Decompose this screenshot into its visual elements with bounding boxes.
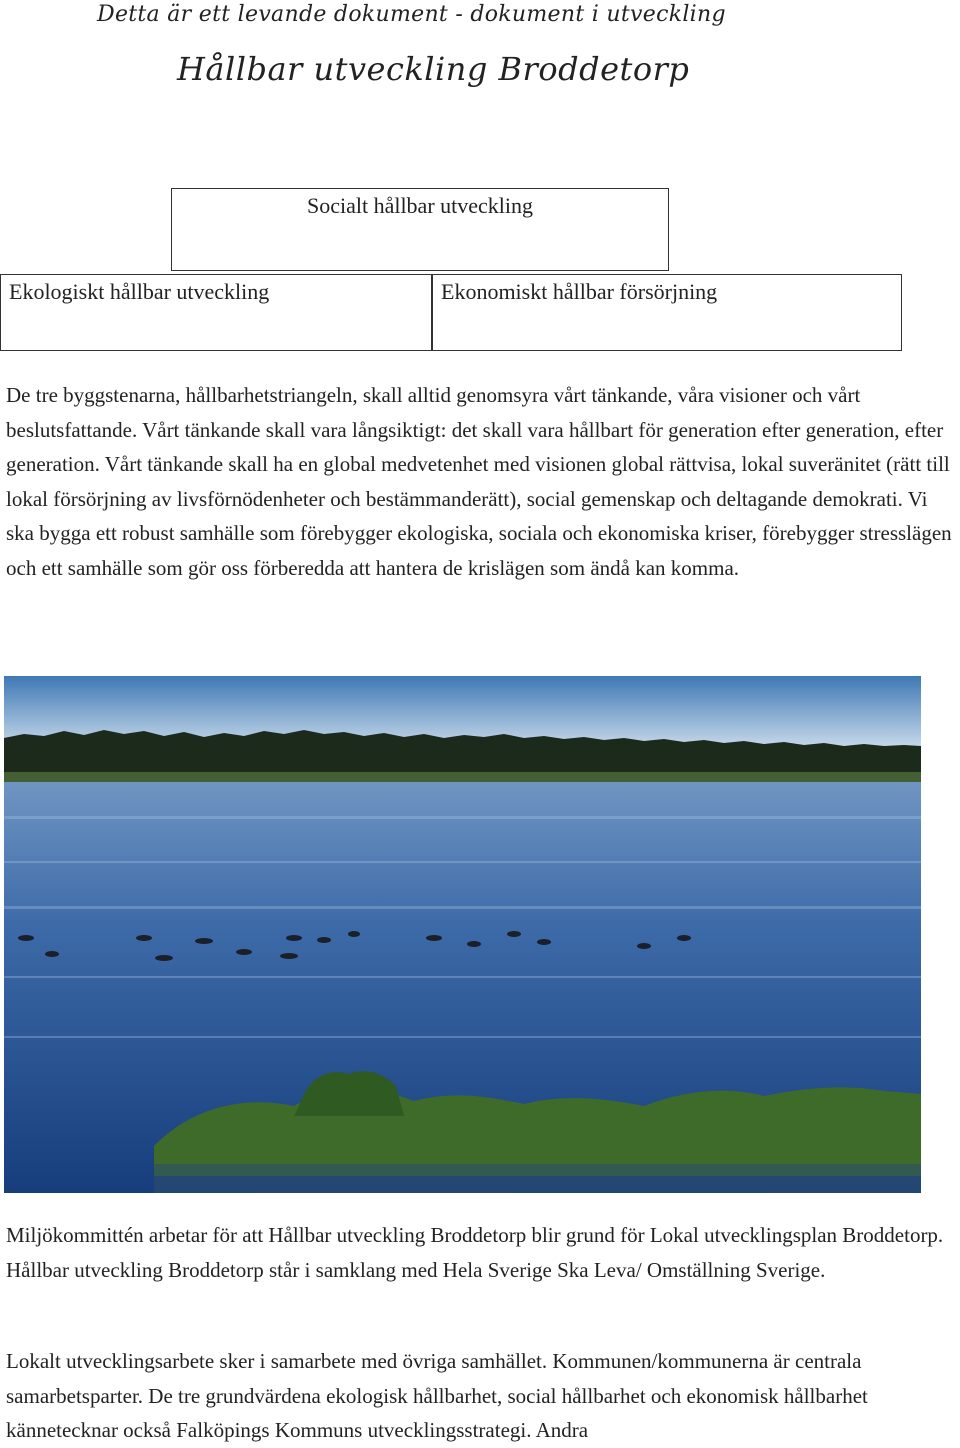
paragraph-intro: De tre byggstenarna, hållbarhetstriangeln, skall alltid genomsyra vårt tänkande, våra visioner och vårt beslutsfattande. Vårt tänkande skall vara långsiktigt: det skall vara hållbart för generation efter generation, efter generation. Vårt tänkande skall ha en global medvetenhet med visionen global rättvisa, lokal suveränitet (rätt till lokal försörjning av livsförnödenheter och bestämmanderätt), social gemenskap och deltagande demokrati. Vi ska bygga ett robust samhälle som förebygger ekologiska, sociala och ekonomiska kriser, förebygger stresslägen och ett samhälle som gör oss förberedda att hantera de krislägen som ändå kan komma. [6,383,952,580]
paragraph-committee: Miljökommittén arbetar för att Hållbar utveckling Broddetorp blir grund för Lokal utvecklingsplan Broddetorp. Hållbar utveckling Broddetorp står i samklang med Hela Sverige Ska Leva/ Omställning Sverige. [6,1223,944,1282]
box-economic-label: Ekonomiskt hållbar försörjning [441,279,718,304]
document-status-note: Detta är ett levande dokument - dokument i utveckling [97,2,726,27]
paragraph-local-development: Lokalt utvecklingsarbete sker i samarbete med övriga samhället. Kommunen/kommunerna är centrala samarbetsparter. De tre grundvärdena ekologisk hållbarhet, social hållbarhet och ekonomisk hållbarhet kännetecknar också Falköpings Kommuns utvecklingsstrategi. Andra [6,1349,868,1443]
photo-foreground-water [154,1164,921,1193]
box-social-sustainability [171,188,669,271]
box-ecological-label: Ekologiskt hållbar utveckling [9,279,270,304]
box-economic-sustainability [431,274,902,351]
box-ecological-sustainability [0,274,433,351]
document-title: Hållbar utveckling Broddetorp [177,50,690,88]
box-social-label: Socialt hållbar utveckling [306,193,534,218]
lake-photo [4,676,921,1193]
